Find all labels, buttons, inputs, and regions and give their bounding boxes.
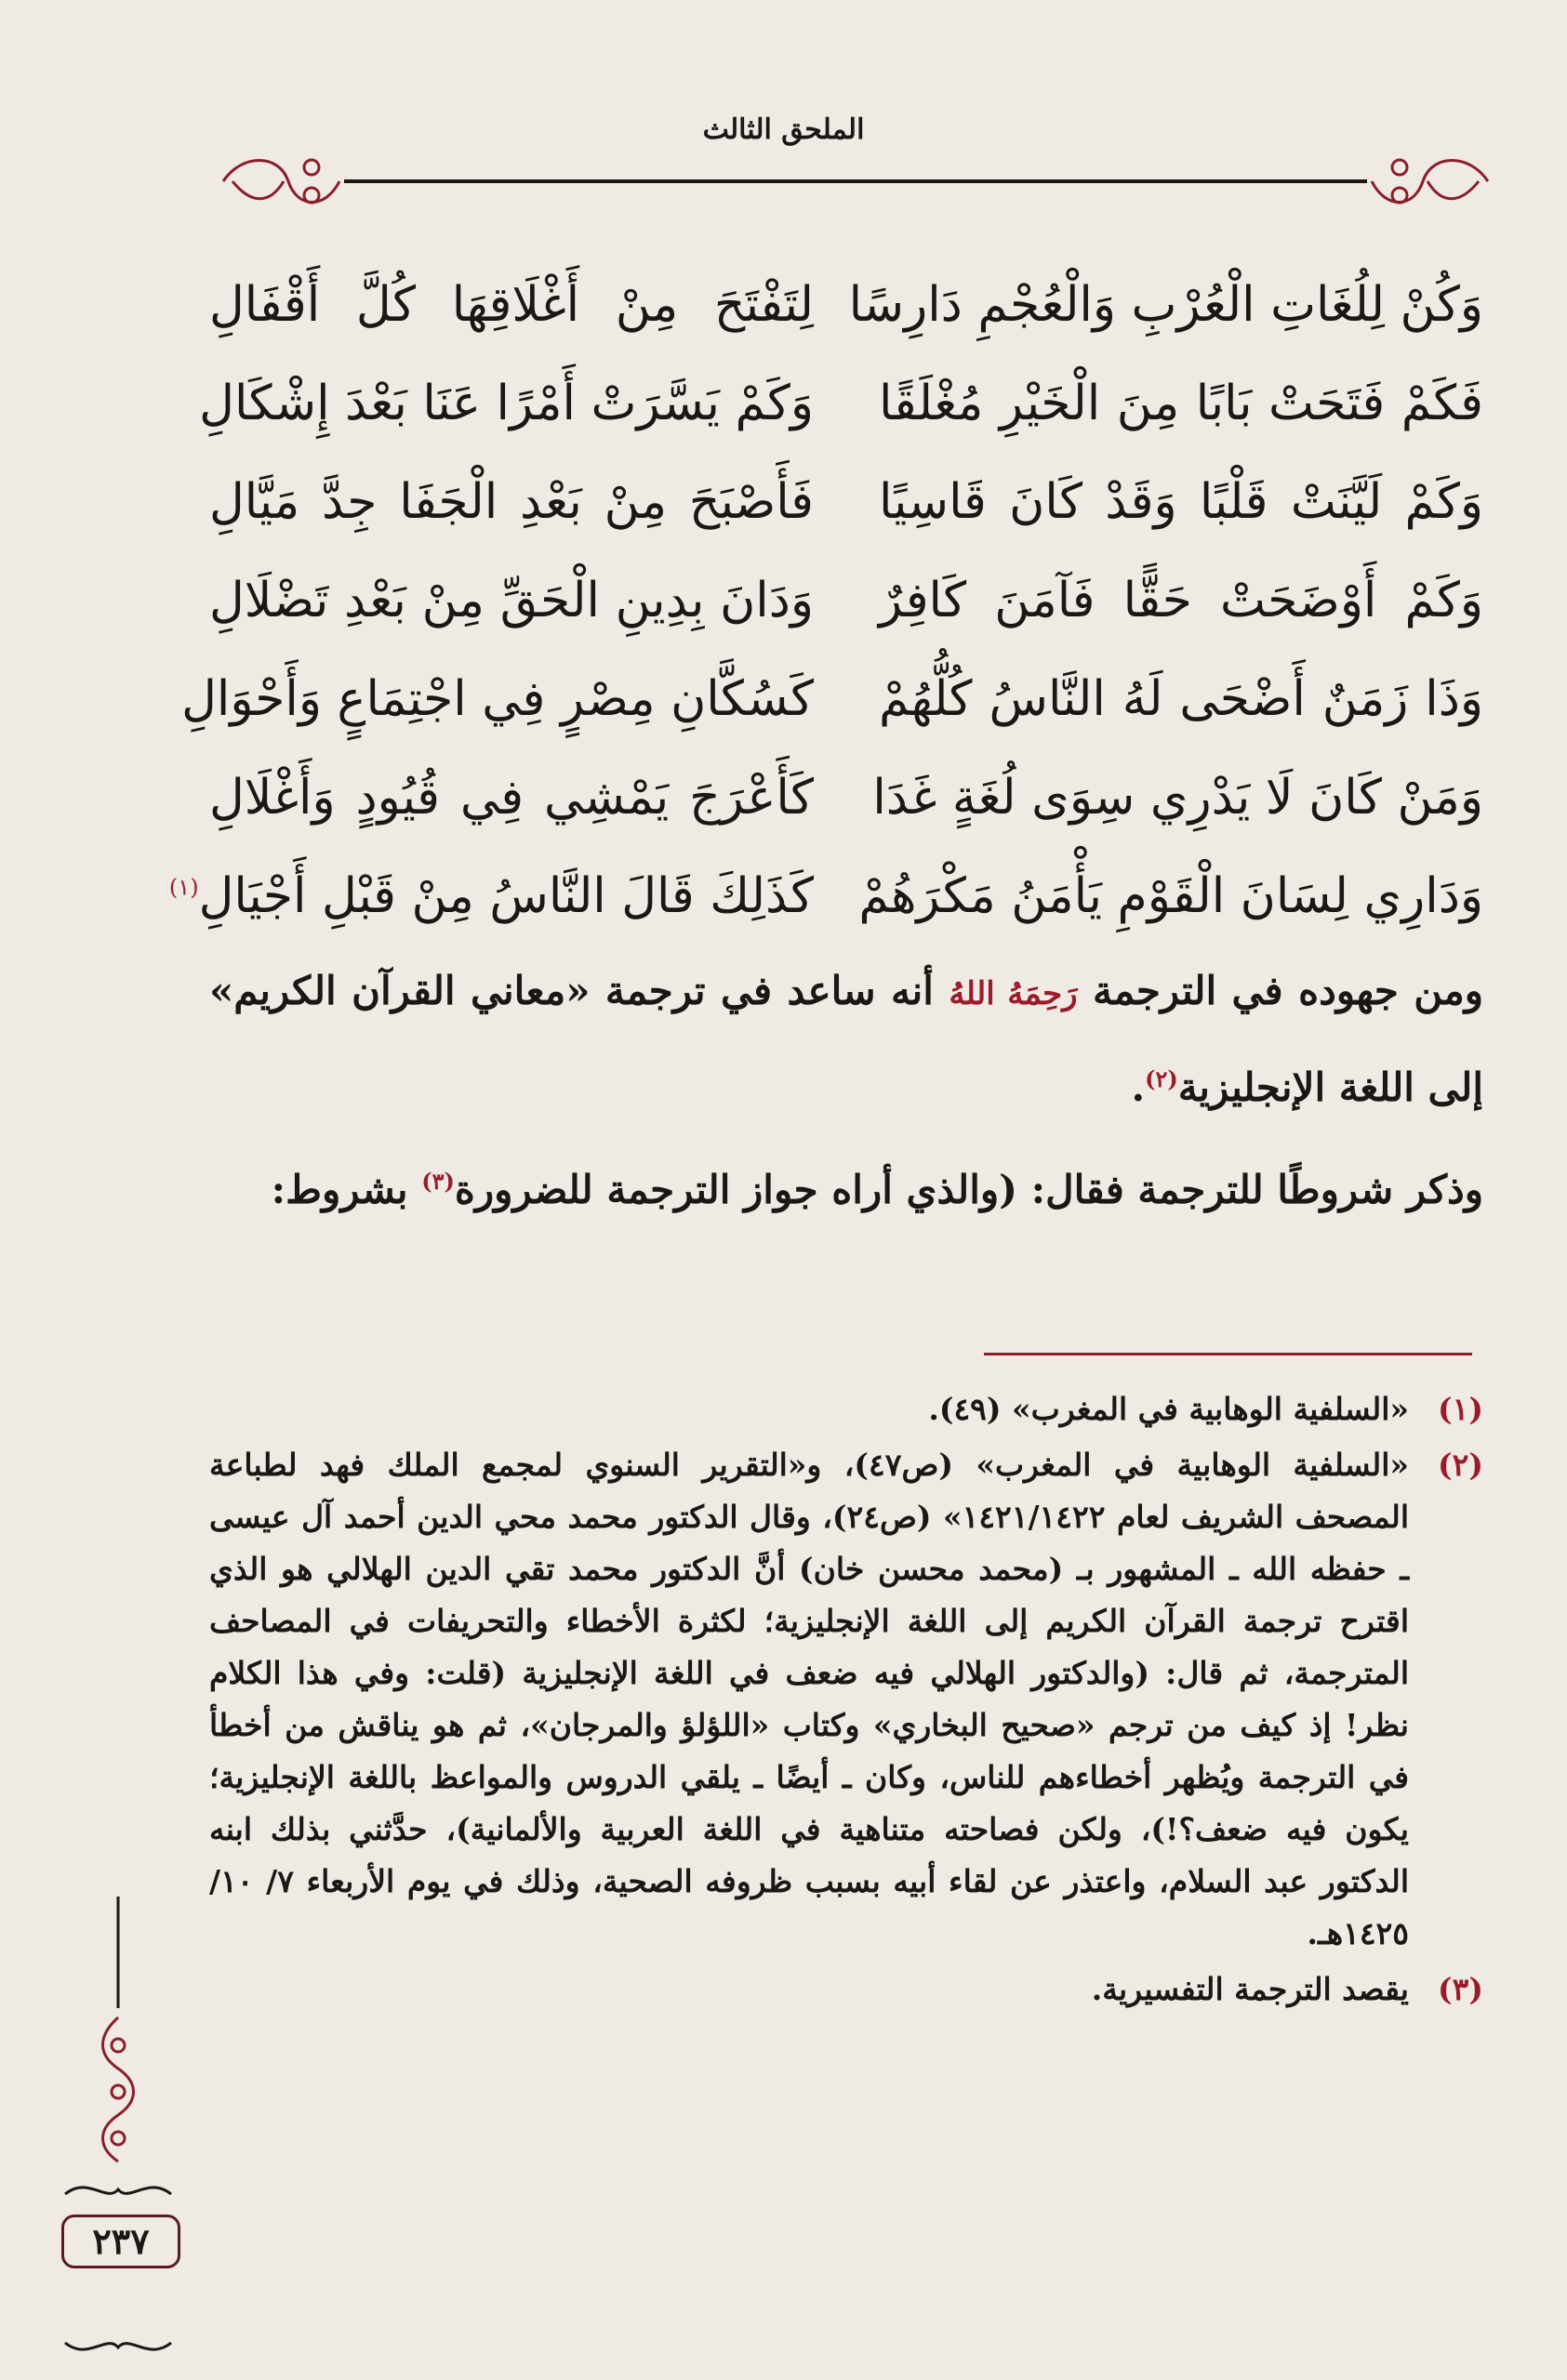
footnote-marker: (١) [168, 874, 199, 901]
hemistich-left: فَأَصْبَحَ مِنْ بَعْدِ الْجَفَا جِدَّ مَيَّالِ [209, 474, 814, 530]
verse-line [209, 256, 1483, 354]
verse-line [209, 551, 1483, 650]
verse-line [199, 354, 1483, 453]
header-ornament-rule [214, 139, 1497, 223]
poem [168, 256, 1483, 945]
hemistich-right: وَمَنْ كَانَ لَا يَدْرِي سِوَى لُغَةٍ غَدَا [872, 770, 1483, 826]
footnotes [209, 1383, 1483, 2019]
footnote-text: «السلفية الوهابية في المغرب» (ص٤٧)، و«التقرير السنوي لمجمع الملك فهد لطباعة المصحف الشريف لعام ١٤٢١/١٤٢٢» (ص٢٤)، وقال الدكتور محمد محي الدين أحمد آل عيسى ـ حفظه الله ـ المشهور بـ (محمد محسن خان) أنَّ الدكتور محمد تقي الدين الهلالي هو الذي اقترح ترجمة القرآن الكريم إلى اللغة الإنجليزية؛ لكثرة الأخطاء والتحريفات في المصاحف المترجمة، ثم قال: (والدكتور الهلالي فيه ضعف في اللغة الإنجليزية (قلت: وفي هذا الكلام نظر! إذ كيف من ترجم «صحيح البخاري» وكتاب «اللؤلؤ والمرجان»، ثم هو يناقش من أخطأ في الترجمة ويُظهر أخطاءهم للناس، وكان ـ أيضًا ـ يلقي الدروس والمواعظ باللغة الإنجليزية؛ يكون فيه ضعف؟!)، ولكن فصاحته متناهية في اللغة العربية والألمانية)، حدَّثني بذلك ابنه الدكتور عبد السلام، واعتذر عن لقاء أبيه بسبب ظروفه الصحية، وذلك في يوم الأربعاء ٧/ ١٠/ ١٤٢٥هـ. [209, 1447, 1409, 1951]
footnote [209, 1964, 1483, 2016]
paragraph-text: وذكر شروطًا للترجمة فقال: (والذي أراه جواز الترجمة للضرورة [454, 1167, 1483, 1212]
paragraph-text: ومن جهوده في الترجمة [1093, 968, 1483, 1013]
page-number: ٢٣٧ [61, 2215, 180, 2268]
footnote-number: (٢) [1438, 1447, 1483, 1483]
hemistich-left [168, 868, 814, 924]
hemistich-right: وَكَمْ لَيَّنَتْ قَلْبًا وَقَدْ كَانَ قَاسِيًا [879, 474, 1483, 530]
footnote-separator [984, 1353, 1472, 1355]
verse-line [181, 650, 1483, 748]
paragraph-conditions [209, 1139, 1483, 1233]
paragraph-text: أنه ساعد في ترجمة «معاني القرآن الكريم» إلى اللغة الإنجليزية [209, 968, 1483, 1110]
hemistich-right: وَدَارِي لِسَانَ الْقَوْمِ يَأْمَنُ مَكْرَهُمْ [858, 868, 1483, 924]
hemistich-right: وَكَمْ أَوْضَحَتْ حَقًّا فَآمَنَ كَافِرٌ [879, 573, 1483, 628]
verse-line [168, 847, 1483, 945]
hemistich-right: فَكَمْ فَتَحَتْ بَابًا مِنَ الْخَيْرِ مُغْلَقًا [879, 376, 1483, 431]
footnote [209, 1383, 1483, 1435]
footnote-marker: (٢) [1145, 1065, 1178, 1092]
footnote-number: (٣) [1438, 1971, 1483, 2007]
hemistich-right: وَذَا زَمَنٌ أَضْحَى لَهُ النَّاسُ كُلُّهُمْ [879, 671, 1483, 727]
verse-line [209, 453, 1483, 551]
margin-ornament [51, 1897, 200, 2361]
paragraph-translation-effort [209, 948, 1483, 1130]
paragraph-text: بشروط: [271, 1167, 408, 1212]
hemistich-left: كَأَعْرَجَ يَمْشِي فِي قُيُودٍ وَأَغْلَالِ [209, 770, 814, 826]
hemistich-left: كَسُكَّانِ مِصْرٍ فِي اجْتِمَاعٍ وَأَحْوَالِ [181, 671, 814, 727]
footnote-text: «السلفية الوهابية في المغرب» (٤٩). [928, 1391, 1409, 1427]
footnote-text: يقصد الترجمة التفسيرية. [1091, 1971, 1409, 2007]
honorific-phrase: رَحِمَهُ اللهُ [949, 975, 1078, 1012]
hemistich-right: وَكُنْ لِلُغَاتِ الْعُرْبِ وَالْعُجْمِ دَارِسًا [848, 277, 1483, 333]
hemistich-left: وَكَمْ يَسَّرَتْ أَمْرًا عَنَا بَعْدَ إِشْكَالِ [199, 376, 814, 431]
paragraph-end: . [1131, 1064, 1146, 1110]
footnote-number: (١) [1438, 1391, 1483, 1427]
running-header: الملحق الثالث [702, 113, 865, 146]
footnote [209, 1439, 1483, 1960]
footnote-marker: (٣) [421, 1168, 455, 1195]
hemistich-left: وَدَانَ بِدِينِ الْحَقِّ مِنْ بَعْدِ تَضْلَالِ [209, 573, 814, 628]
hemistich-text: كَذَلِكَ قَالَ النَّاسُ مِنْ قَبْلِ أَجْيَالِ [198, 868, 814, 924]
hemistich-left: لِتَفْتَحَ مِنْ أَغْلَاقِهَا كُلَّ أَقْفَالِ [209, 277, 814, 333]
verse-line [209, 748, 1483, 847]
